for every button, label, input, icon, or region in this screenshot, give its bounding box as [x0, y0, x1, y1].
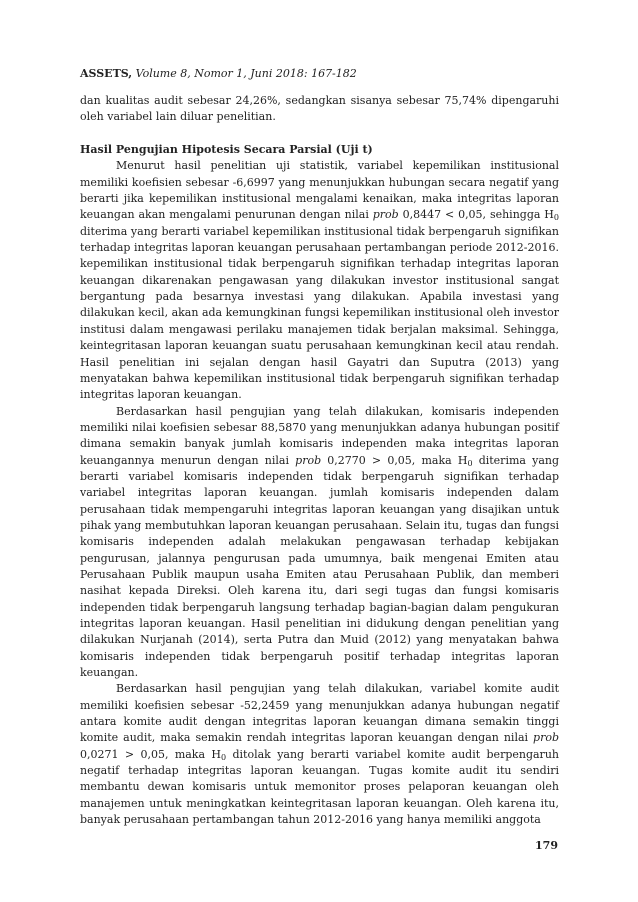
- page-number: 179: [535, 839, 558, 852]
- p2-subscript: 0: [467, 458, 473, 468]
- journal-name: ASSETS,: [80, 67, 133, 80]
- p1-text-a: Menurut hasil penelitian uji statistik, variabel kepemilikan institusional memiliki koefisien sebesar -6,6997 yang menunjukkan hubungan secara negatif yang berarti jika kepemilikan institusional mengalami kenaikan, maka integritas laporan keuangan akan mengalami penurunan dengan nilai: [80, 159, 559, 222]
- p2-text-b: 0,2770 > 0,05, maka H: [321, 453, 468, 467]
- volume-info: Volume 8, Nomor 1, Juni 2018: 167-182: [135, 67, 357, 80]
- section-heading: Hasil Pengujian Hipotesis Secara Parsial (Uji t): [80, 143, 373, 157]
- intro-paragraph: dan kualitas audit sebesar 24,26%, sedangkan sisanya sebesar 75,74% dipengaruhi oleh variabel lain diluar penelitian.: [80, 94, 559, 124]
- p1-prob: prob: [372, 208, 399, 222]
- running-header: [80, 67, 559, 81]
- p3-prob: prob: [533, 731, 559, 745]
- paragraph-audit-committee: [80, 681, 559, 828]
- p1-text-b: 0,8447 < 0,05, sehingga H: [398, 208, 554, 222]
- p2-prob: prob: [295, 453, 322, 467]
- p2-text-a: Berdasarkan hasil pengujian yang telah dilakukan, komisaris independen memiliki nilai koefisien sebesar 88,5870 yang menunjukkan adanya hubungan positif dimana semakin banyak jumlah komisaris independen maka integritas laporan keuangannya menurun dengan nilai: [80, 404, 559, 467]
- p2-text-c: diterima yang berarti variabel komisaris independen tidak berpengaruh signifikan terhadap variabel integritas laporan keuangan. jumlah komisaris independen dalam perusahaan tidak mempengaruhi integritas laporan keuangan yang disajikan untuk pihak yang membutuhkan laporan keuangan perusahaan. Selain itu, tugas dan fungsi komisaris independen adalah melakukan pengawasan terhadap kebijakan pengurusan, jalannya pengurusan pada umumnya, baik mengenai Emiten atau Perusahaan Publik maupun usaha Emiten atau Perusahaan Publik, dan memberi nasihat kepada Direksi. Oleh karena itu, dari segi tugas dan fungsi komisaris independen tidak berpengaruh langsung terhadap bagian-bagian dalam pengukuran integritas laporan keuangan. Hasil penelitian ini didukung dengan penelitian yang dilakukan Nurjanah (2014), serta Putra dan Muid (2012) yang menyatakan bahwa komisaris independen tidak berpengaruh positif terhadap integritas laporan keuangan.: [80, 453, 560, 680]
- p3-text-c: ditolak yang berarti variabel komite audit berpengaruh negatif terhadap integritas laporan keuangan. Tugas komite audit itu sendiri membantu dewan komisaris untuk memonitor proses pelaporan keuangan oleh manajemen untuk meningkatkan keintegritasan laporan keuangan. Oleh karena itu, banyak perusahaan pertambangan tahun 2012-2016 yang hanya memiliki anggota: [80, 747, 559, 827]
- paragraph-independent-commissioner: [80, 404, 559, 682]
- article-body: [80, 93, 559, 828]
- p1-text-c: diterima yang berarti variabel kepemilikan institusional tidak berpengaruh signifikan terhadap integritas laporan keuangan perusahaan pertambangan periode 2012-2016. kepemilikan institusional tidak berpengaruh signifikan terhadap integritas laporan keuangan dikarenakan pengawasan yang dilakukan investor institusional sangat bergantung pada besarnya investasi yang dilakukan. Apabila investasi yang dilakukan kecil, akan ada kemungkinan fungsi kepemilikan institusional oleh investor institusi dalam mengawasi perilaku manajemen tidak berjalan maksimal. Sehingga, keintegritasan laporan keuangan suatu perusahaan kemungkinan kecil atau rendah. Hasil penelitian ini sejalan dengan hasil Gayatri dan Suputra (2013) yang menyatakan bahwa kepemilikan institusional tidak berpengaruh signifikan terhadap integritas laporan keuangan.: [80, 224, 559, 402]
- p3-text-a: Berdasarkan hasil pengujian yang telah dilakukan, variabel komite audit memiliki koefisien sebesar -52,2459 yang menunjukkan adanya hubungan negatif antara komite audit dengan integritas laporan keuangan dimana semakin tinggi komite audit, maka semakin rendah integritas laporan keuangan dengan nilai: [80, 682, 559, 745]
- paragraph-institutional-ownership: [80, 158, 559, 403]
- p3-text-b: 0,0271 > 0,05, maka H: [80, 747, 222, 761]
- p1-subscript: 0: [553, 213, 559, 223]
- p3-subscript: 0: [221, 752, 227, 762]
